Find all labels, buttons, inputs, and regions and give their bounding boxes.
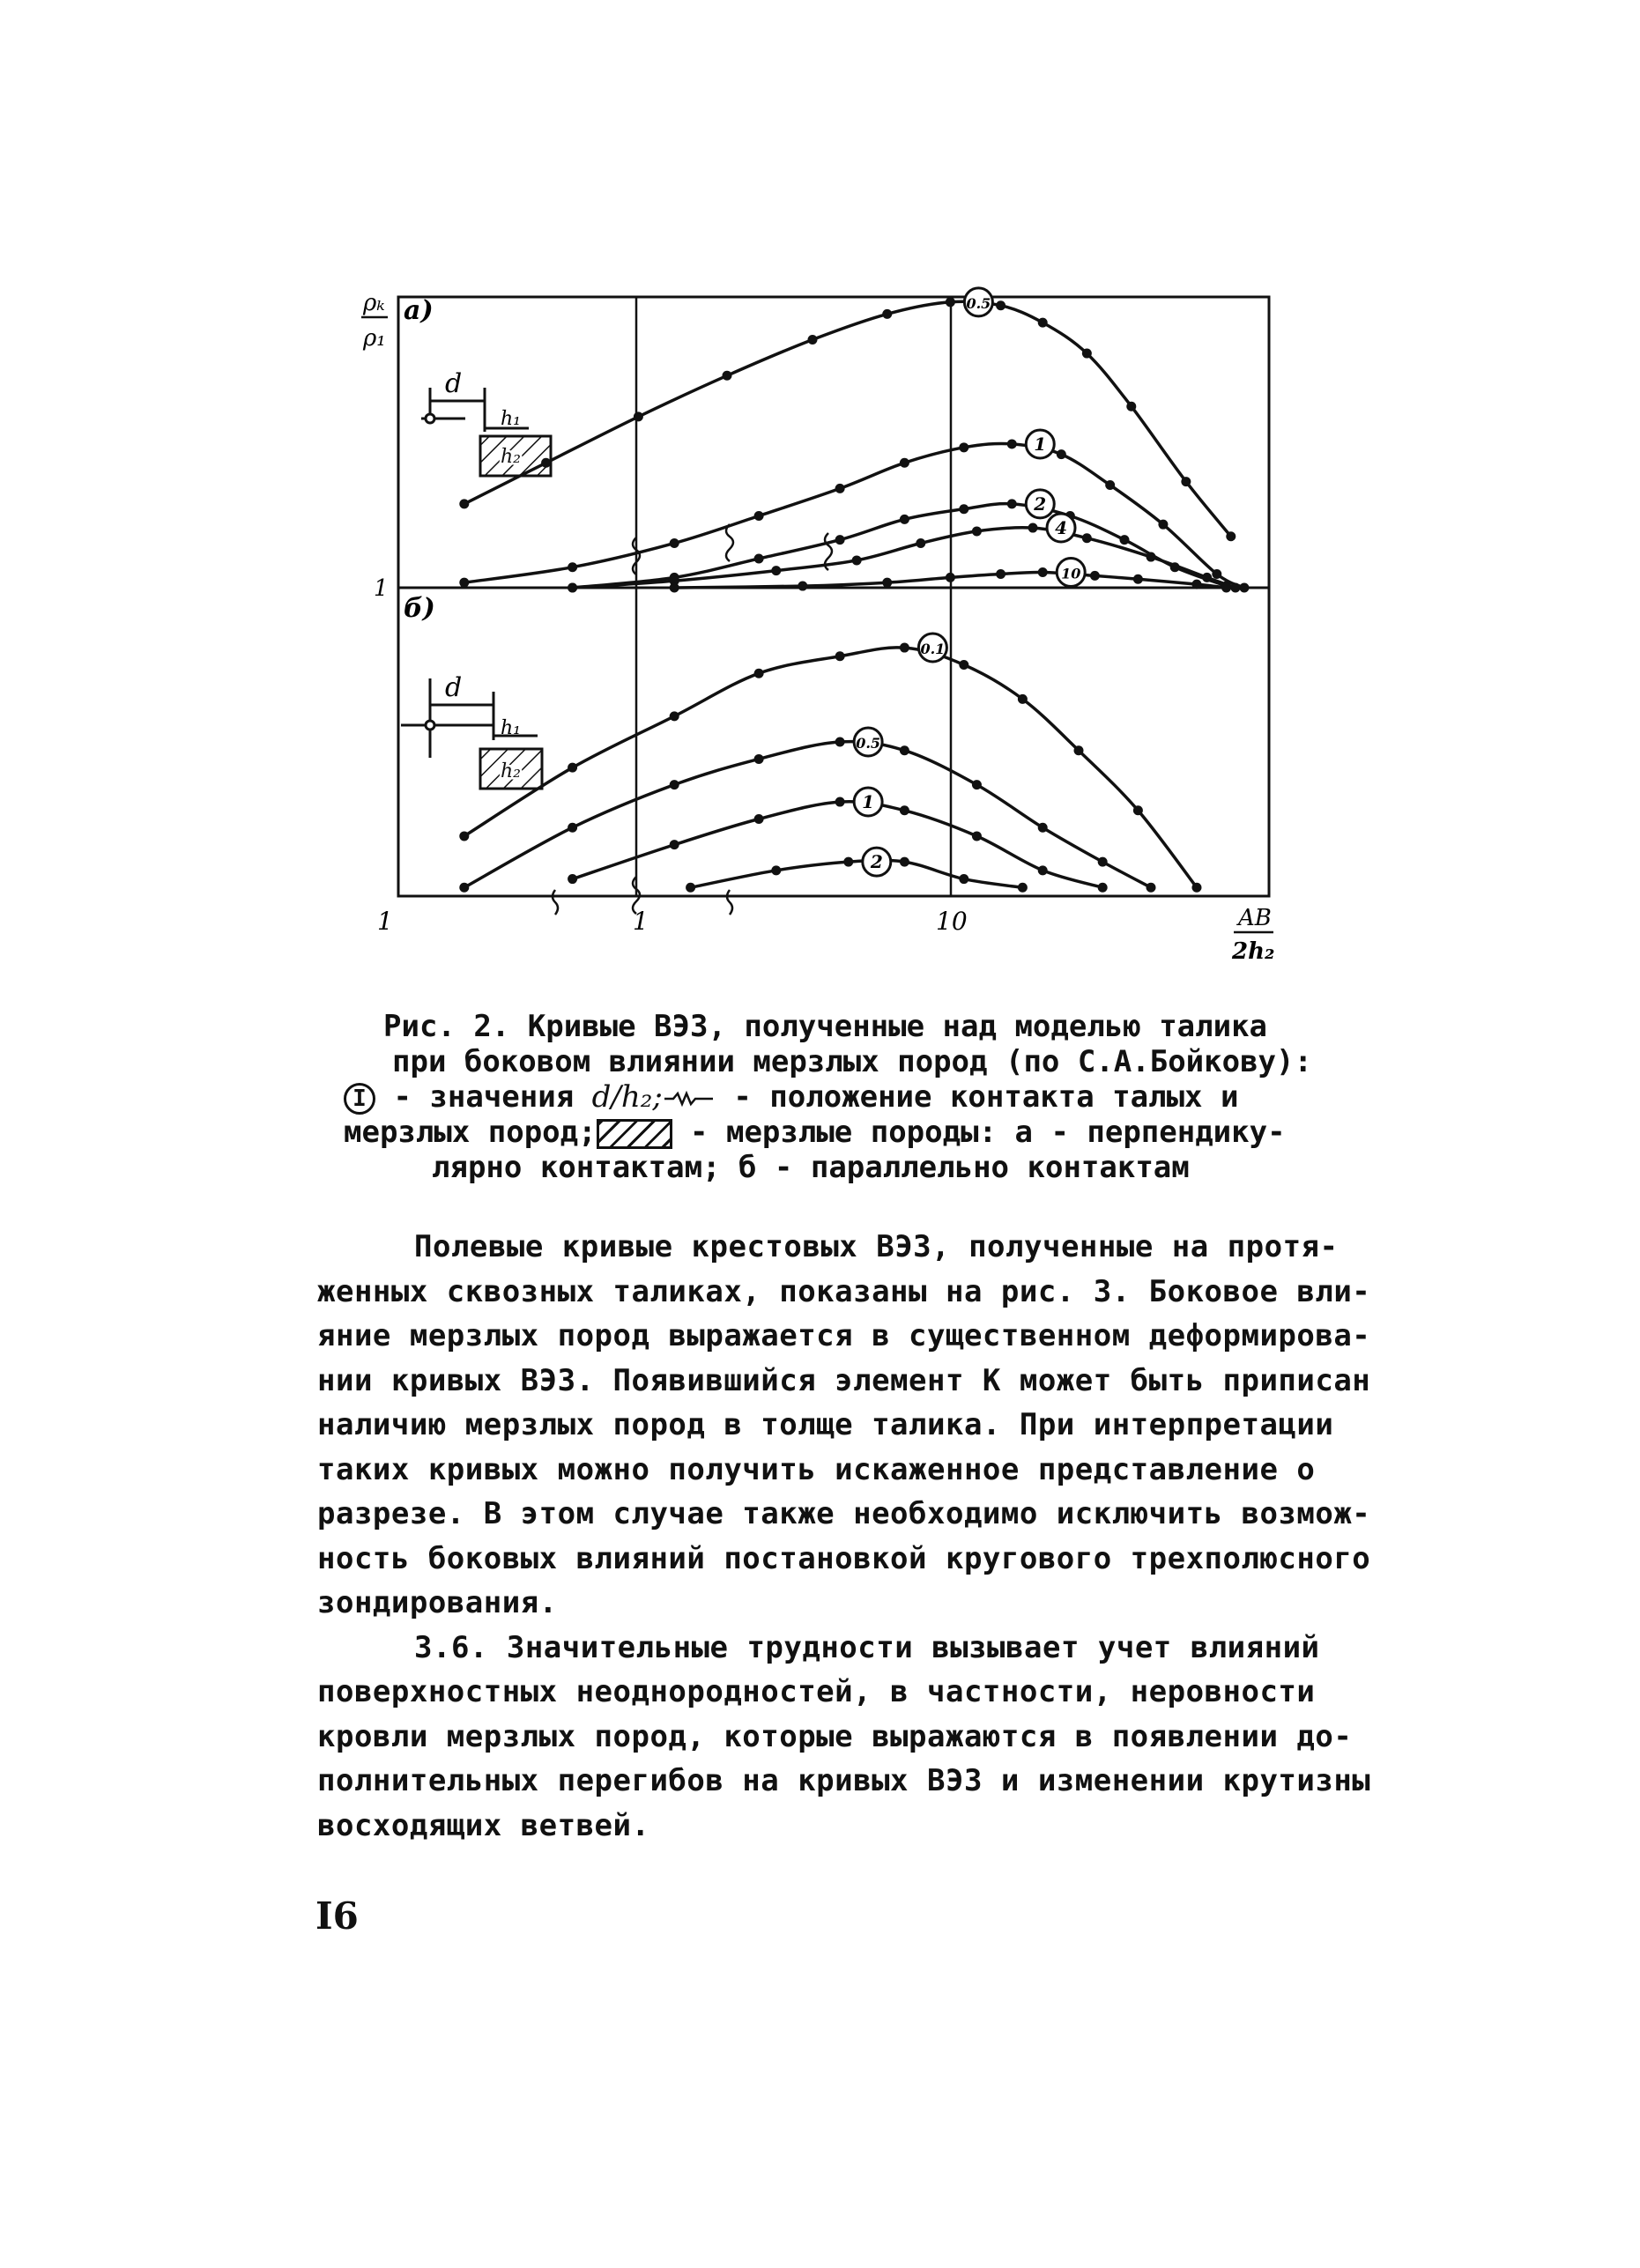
data-point [1191, 883, 1201, 893]
paragraph-line: таких кривых можно получить искаженное представление о [317, 1451, 1316, 1487]
data-point [916, 538, 925, 548]
panel-b-label: б) [404, 593, 435, 624]
x-axis-label-denominator: 2h₂ [1232, 938, 1275, 965]
data-point [1191, 580, 1201, 589]
data-point [1147, 883, 1156, 893]
figure-caption [344, 1009, 1348, 1185]
data-point [754, 669, 764, 678]
data-point [1082, 349, 1092, 359]
data-point [996, 300, 1006, 310]
caption-line: при боковом влиянии мерзлых пород (по С.А.Бойкову): [392, 1044, 1312, 1079]
data-point [670, 840, 679, 849]
data-point [835, 737, 845, 747]
curves-layer [459, 288, 1249, 893]
paragraph-line: восходящих ветвей. [317, 1807, 650, 1843]
series-line [691, 860, 1023, 887]
series-line [464, 443, 1244, 588]
y-tick-one: 1 [374, 575, 389, 602]
data-point [807, 335, 817, 345]
data-point [972, 780, 982, 789]
series-label: 1 [862, 791, 875, 813]
series-label: 2 [870, 851, 883, 873]
inset-b-d-label: d [445, 672, 463, 703]
inset-b-h2-label: h₂ [501, 760, 521, 782]
data-point [1230, 583, 1240, 593]
data-point [1038, 318, 1048, 328]
caption-line: мерзлых пород; - мерзлые породы: а - перпендику- [344, 1115, 1286, 1150]
paragraph-line: наличию мерзлых пород в толще талика. При интерпретации [317, 1407, 1334, 1442]
series-label: 1 [1034, 433, 1047, 455]
data-point [1038, 823, 1048, 833]
data-point [835, 484, 845, 493]
data-point [835, 651, 845, 661]
paragraph-line: женных сквозных таликах, показаны на рис. 3. Боковое вли- [317, 1273, 1371, 1309]
data-point [972, 526, 982, 536]
paragraph-line: нии кривых ВЭЗ. Появившийся элемент К может быть приписан [317, 1362, 1371, 1398]
data-point [634, 411, 643, 421]
data-point [1038, 865, 1048, 875]
data-point [568, 562, 577, 572]
y-axis-label-numerator: ρₖ [363, 290, 385, 316]
data-point [900, 515, 909, 524]
data-point [670, 711, 679, 721]
data-point [754, 814, 764, 824]
data-point [1074, 745, 1084, 755]
data-point [1212, 569, 1221, 579]
data-point [1221, 583, 1231, 593]
data-point [670, 538, 679, 548]
data-point [900, 805, 909, 815]
data-point [754, 754, 764, 764]
x-tick-label: 1 [633, 907, 649, 936]
data-point [882, 578, 892, 588]
data-point [959, 442, 968, 452]
data-point [568, 874, 577, 884]
caption-line: Рис. 2. Кривые ВЭЗ, полученные над моделью талика [383, 1009, 1268, 1044]
paragraph-line: полнительных перегибов на кривых ВЭЗ и изменении крутизны [317, 1763, 1371, 1798]
inset-a-h2-label: h₂ [501, 446, 521, 468]
contact-marks [553, 524, 832, 915]
data-point [1007, 499, 1017, 508]
data-point [959, 504, 968, 514]
data-point [1126, 402, 1136, 411]
data-point [959, 874, 968, 884]
paragraph-line: Полевые кривые крестовых ВЭЗ, полученные на протя- [414, 1229, 1339, 1264]
data-point [1202, 573, 1212, 582]
data-point [835, 797, 845, 807]
data-point [459, 831, 469, 841]
curve-marker-icon: I [344, 1083, 375, 1115]
data-point [1158, 520, 1168, 530]
data-point [1007, 439, 1017, 448]
paragraph-line: кровли мерзлых пород, которые выражаются в появлении до- [317, 1718, 1353, 1754]
data-point [1239, 583, 1249, 593]
inset-a-sketch [421, 388, 551, 476]
data-point [900, 857, 909, 867]
data-point [1018, 883, 1028, 893]
data-point [1133, 574, 1143, 584]
data-point [771, 566, 781, 575]
paragraph-line: ность боковых влияний постановкой кругового трехполюсного [317, 1540, 1371, 1576]
hatch-swatch-icon [597, 1119, 672, 1149]
data-point [972, 831, 982, 841]
data-point [996, 569, 1006, 579]
x-tick-label: 1 [377, 907, 393, 936]
series-label: 0.5 [856, 735, 881, 752]
data-point [1098, 883, 1108, 893]
data-point [568, 763, 577, 773]
data-point [946, 297, 955, 307]
data-point [1098, 857, 1108, 867]
data-point [1028, 523, 1038, 533]
inset-a-h1-label: h₁ [501, 408, 521, 430]
paragraph-line: поверхностных неоднородностей, в частности, неровности [317, 1674, 1316, 1709]
data-point [754, 554, 764, 564]
data-point [798, 582, 807, 591]
data-point [1226, 531, 1236, 541]
data-point [946, 573, 955, 582]
data-point [568, 583, 577, 593]
paragraph-line: яние мерзлых пород выражается в существенном деформирова- [317, 1318, 1371, 1353]
data-point [1105, 480, 1115, 490]
data-point [900, 745, 909, 755]
data-point [771, 865, 781, 875]
data-point [852, 555, 862, 565]
figure-plot [0, 0, 1640, 1004]
data-point [882, 309, 892, 319]
data-point [1119, 535, 1129, 545]
inset-b-sketch [401, 678, 542, 789]
data-point [459, 499, 469, 508]
data-point [1090, 571, 1100, 581]
data-point [835, 535, 845, 545]
data-point [459, 883, 469, 893]
data-point [1181, 477, 1191, 486]
data-point [843, 857, 853, 867]
caption-line: I - значения d/h₂; - положение контакта талых и [344, 1079, 1348, 1115]
data-point [1082, 533, 1092, 543]
paragraph-line: зондирования. [317, 1585, 558, 1620]
data-point [1133, 805, 1143, 815]
body-text [317, 1225, 1375, 1848]
data-point [1057, 449, 1066, 459]
y-axis-label-denominator: ρ₁ [363, 325, 386, 352]
data-point [1018, 694, 1028, 704]
data-point [670, 780, 679, 789]
data-point [686, 883, 695, 893]
panel-a-label: а) [404, 295, 434, 326]
paragraph-line: разрезе. В этом случае также необходимо исключить возмож- [317, 1496, 1371, 1531]
data-point [541, 458, 551, 468]
data-point [722, 371, 731, 381]
series-label: 0.5 [966, 294, 991, 312]
inset-b-h1-label: h₁ [501, 717, 521, 739]
data-point [900, 458, 909, 468]
series-label: 4 [1055, 517, 1067, 539]
series-label: 10 [1061, 565, 1081, 582]
series-line [464, 301, 1231, 537]
data-point [754, 511, 764, 521]
paragraph-line: 3.6. Значительные трудности вызывает учет влияний [414, 1629, 1320, 1665]
data-point [459, 578, 469, 588]
series-label: 0.1 [920, 641, 946, 658]
page-number: I6 [315, 1894, 359, 1938]
series-label: 2 [1034, 493, 1047, 515]
data-point [900, 643, 909, 653]
caption-line: лярно контактам; б - параллельно контактам [432, 1150, 1190, 1185]
x-tick-label: 10 [936, 907, 968, 936]
data-point [1038, 567, 1048, 577]
inset-a-d-label: d [445, 368, 463, 399]
data-point [959, 660, 968, 670]
x-axis-label-numerator: AB [1238, 905, 1272, 931]
data-point [1147, 552, 1156, 562]
contact-wave-icon [663, 1090, 716, 1108]
data-point [568, 823, 577, 833]
data-point [670, 583, 679, 593]
